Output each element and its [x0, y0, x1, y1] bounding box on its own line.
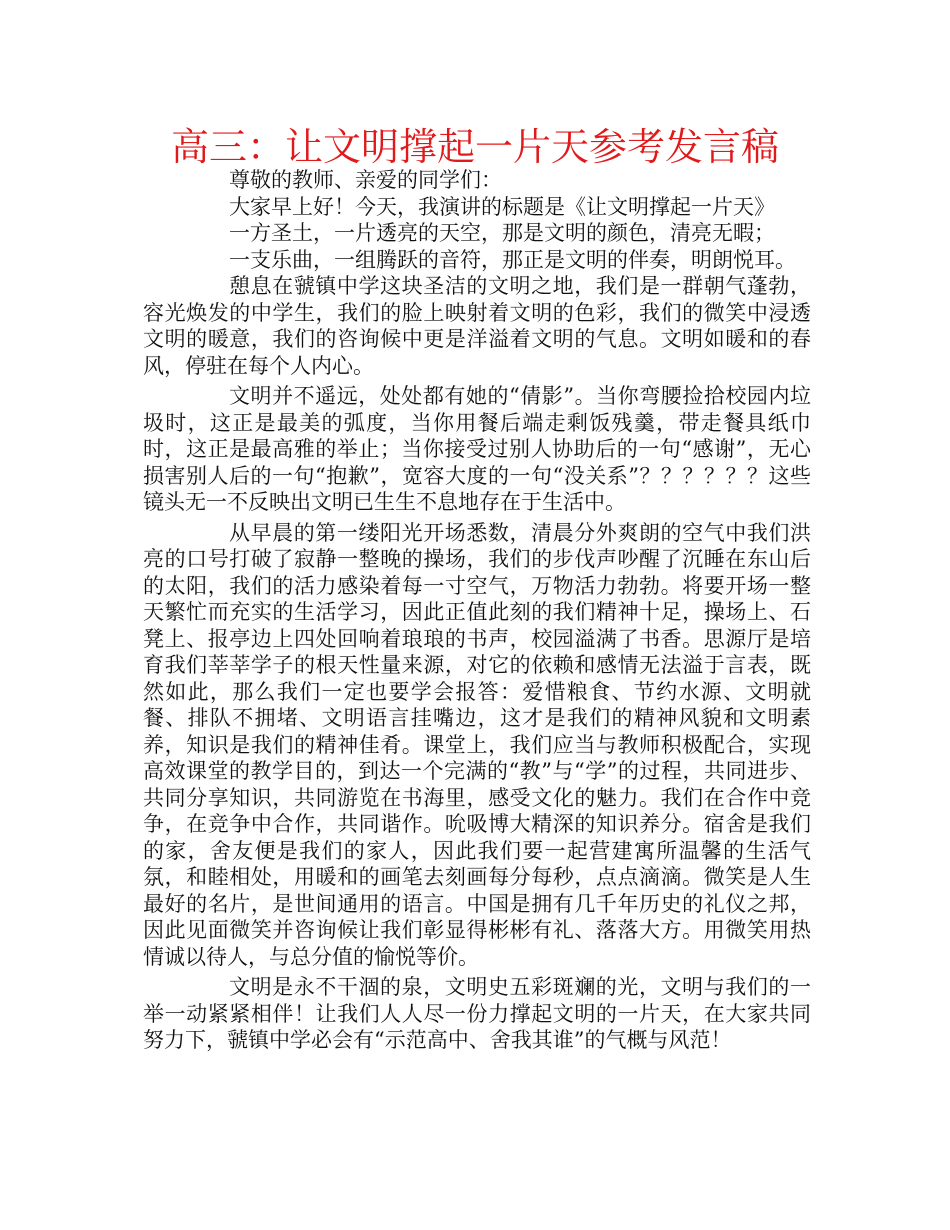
- document-body: [143, 167, 811, 1054]
- paragraph-school: 憩息在虢镇中学这块圣洁的文明之地，我们是一群朝气蓬勃，容光焕发的中学生，我们的脸上映射着文明的色彩，我们的微笑中浸透文明的暖意，我们的咨询候中更是洋溢着文明的气息。文明如暖和的春风，停驻在每个人内心。: [143, 274, 811, 378]
- document-title: 高三：让文明撑起一片天参考发言稿: [170, 125, 779, 169]
- paragraph-conclusion: 文明是永不干涸的泉，文明史五彩斑斓的光，文明与我们的一举一动紧紧相伴！让我们人人尽一份力撑起文明的一片天，在大家共同努力下，虢镇中学必会有“示范高中、舍我其谁”的气概与风范！: [143, 975, 811, 1052]
- paragraph-greeting: 大家早上好！今天，我演讲的标题是《让文明撑起一片天》: [229, 194, 775, 219]
- paragraph-daily-life: 从早晨的第一缕阳光开场悉数，清晨分外爽朗的空气中我们洪亮的口号打破了寂静一整晚的操场，我们的步伐声吵醒了沉睡在东山后的太阳，我们的活力感染着每一寸空气，万物活力勃勃。将要开场一整天繁忙而充实的生活学习，因此正值此刻的我们精神十足，操场上、石凳上、报亭边上四处回响着琅琅的书声，校园溢满了书香。思源厅是培育我们莘莘学子的根天性量来源，对它的依赖和感情无法溢于言表，既然如此，那么我们一定也要学会报答：爱惜粮食、节约水源、文明就餐、排队不拥堵、文明语言挂嘴边，这才是我们的精神风貌和文明素养，知识是我们的精神佳肴。课堂上，我们应当与教师积极配合，实现高效课堂的教学目的，到达一个完满的“教”与“学”的过程，共同进步、共同分享知识，共同游览在书海里，感受文化的魅力。我们在合作中竞争，在竞争中合作，共同谐作。吮吸博大精深的知识养分。宿舍是我们的家，舍友便是我们的家人，因此我们要一起营建寓所温馨的生活气氛，和睦相处，用暖和的画笔去刻画每分每秒，点点滴滴。微笑是人生最好的名片，是世间通用的语言。中国是拥有几千年历史的礼仪之邦，因此见面微笑并咨询候让我们彰显得彬彬有礼、落落大方。用微笑用热情诚以待人，与总分值的愉悦等价。: [143, 520, 811, 969]
- paragraph-everywhere: 文明并不遥远，处处都有她的“倩影”。当你弯腰捡拾校园内垃圾时，这正是最美的弧度，当你用餐后端走剩饭残羹，带走餐具纸巾时，这正是最高雅的举止；当你接受过别人协助后的一句“感谢”，无心损害别人后的一句“抱歉”，宽容大度的一句“没关系”？？？？？？这些镜头无一不反映出文明已生生不息地存在于生活中。: [143, 384, 811, 514]
- paragraph-salutation: 尊敬的教师、亲爱的同学们：: [229, 168, 502, 192]
- paragraph-verse-2: 一支乐曲，一组腾跃的音符，那正是文明的伴奏，明朗悦耳。: [229, 247, 796, 272]
- paragraph-verse-1: 一方圣土，一片透亮的天空，那是文明的颜色，清亮无暇；: [229, 221, 775, 245]
